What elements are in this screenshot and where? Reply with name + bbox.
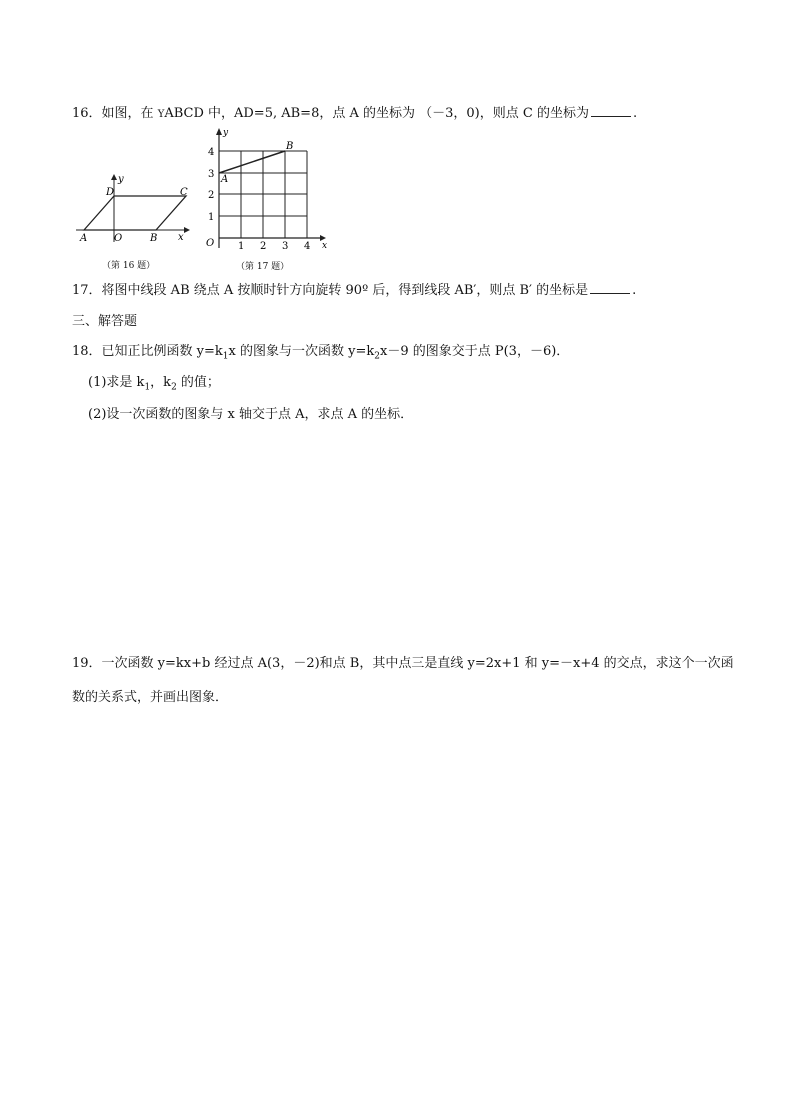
label-b: B [286, 141, 294, 152]
question-17-end: . [632, 283, 637, 298]
question-17 [72, 281, 636, 300]
y-tick-1: 1 [208, 212, 215, 223]
figure-17-caption: （第 17 题） [236, 262, 290, 272]
y-tick-3: 3 [208, 169, 215, 180]
question-17-number: 17． [72, 283, 102, 298]
part-1-sub-2: 2 [171, 382, 177, 393]
question-18-number: 18． [72, 344, 102, 359]
answer-blank-16[interactable] [591, 104, 631, 117]
label-x: x [178, 232, 184, 243]
figure-17-svg [200, 124, 335, 254]
question-18-pre: 已知正比例函数 y=k [101, 344, 223, 359]
subscript-2: 2 [374, 351, 380, 362]
question-18-part-2: (2)设一次函数的图象与 x 轴交于点 A，求点 A 的坐标． [88, 407, 414, 422]
label-x: x [322, 241, 328, 251]
label-d: D [106, 187, 115, 198]
label-y: y [223, 128, 229, 138]
x-tick-2: 2 [260, 241, 267, 252]
x-tick-3: 3 [282, 241, 289, 252]
subscript-1: 1 [222, 351, 229, 362]
section-3-title: 三、解答题 [72, 314, 138, 329]
label-b: B [150, 233, 158, 244]
parallelogram-abcd [84, 196, 186, 230]
label-c: C [180, 187, 188, 198]
question-16-number: 16． [72, 106, 102, 121]
label-y: y [118, 174, 124, 185]
question-16 [72, 104, 637, 124]
question-19-line-2: 数的关系式，并画出图象． [72, 690, 229, 705]
y-tick-2: 2 [208, 190, 215, 201]
part-1-pre: (1)求是 k [88, 375, 145, 390]
question-16-mid: ABCD 中，AD=5, AB=8，点 A 的坐标为 （－3，0)，则点 C 的坐标为 [164, 106, 589, 121]
question-16-pre: 如图，在 [101, 106, 154, 121]
figure-16-caption: （第 16 题） [102, 261, 156, 271]
part-1-sub-1: 1 [144, 382, 151, 393]
x-tick-1: 1 [238, 241, 245, 252]
answer-blank-17[interactable] [590, 281, 630, 294]
question-18 [72, 343, 569, 366]
parallelogram-symbol: Y [157, 109, 165, 120]
segment-ab [219, 151, 285, 173]
question-18-post: x－9 的图象交于点 P(3，－6)． [379, 344, 570, 359]
y-tick-4: 4 [208, 147, 215, 158]
label-o: O [206, 238, 215, 249]
part-1-mid: ，k [150, 375, 172, 390]
question-18-part-1 [88, 374, 220, 397]
label-a: A [221, 174, 229, 185]
label-o: O [114, 233, 123, 244]
x-tick-4: 4 [304, 241, 311, 252]
question-19-line-1: 19．一次函数 y=kx+b 经过点 A(3，－2)和点 B，其中点三是直线 y=2x+1 和 y=－x+4 的交点，求这个一次函 [72, 656, 734, 671]
figure-17 [200, 124, 335, 254]
figure-16-svg [72, 170, 197, 245]
figure-16 [72, 170, 197, 245]
part-1-post: 的值； [176, 375, 220, 390]
label-a: A [80, 233, 88, 244]
question-16-end: . [632, 106, 638, 121]
question-18-mid: x 的图象与一次函数 y=k [228, 344, 375, 359]
question-17-text: 将图中线段 AB 绕点 A 按顺时针方向旋转 90º 后，得到线段 AB′，则点 B′ 的坐标是 [101, 283, 589, 298]
